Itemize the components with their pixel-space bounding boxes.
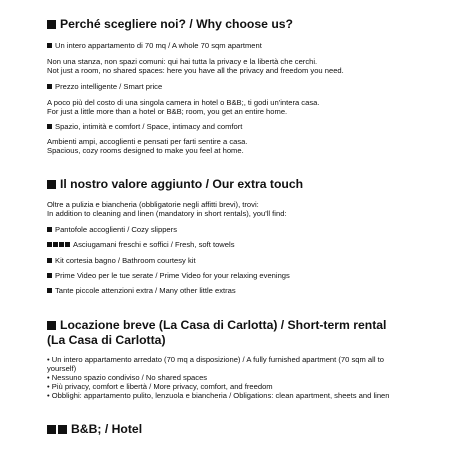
square-bullet-icon [47, 124, 52, 129]
section-heading-why-choose-us: Perché scegliere noi? / Why choose us? [47, 17, 293, 32]
square-bullet-icon [59, 242, 64, 247]
list-item: Prime Video per le tue serate / Prime Video for your relaxing evenings [47, 271, 290, 281]
paragraph-line: For just a little more than a hotel or B&B; room, you get an entire home. [47, 107, 288, 116]
section-heading-bnb-hotel: B&B; / Hotel [47, 422, 142, 437]
square-bullet-icon [65, 242, 70, 247]
list-item-continuation: yourself) [47, 364, 77, 373]
list-item: • Obblighi: appartamento pulito, lenzuola e biancheria / Obligations: clean apartment, sheets and linen [47, 391, 390, 400]
list-item: Asciugamani freschi e soffici / Fresh, soft towels [47, 240, 235, 250]
section-heading-extra-touch: Il nostro valore aggiunto / Our extra touch [47, 177, 303, 192]
list-item: Pantofole accoglienti / Cozy slippers [47, 225, 177, 235]
paragraph-line: Spacious, cozy rooms designed to make you feel at home. [47, 146, 244, 155]
feature-whole-apartment: Un intero appartamento di 70 mq / A whole 70 sqm apartment [47, 41, 262, 51]
feature-space-comfort: Spazio, intimità e comfort / Space, intimacy and comfort [47, 122, 242, 132]
list-item: • Un intero appartamento arredato (70 mq a disposizione) / A fully furnished apartment (70 sqm all to [47, 355, 384, 364]
paragraph-line: A poco più del costo di una singola camera in hotel o B&B;, ti godi un'intera casa. [47, 98, 320, 107]
paragraph-line: Ambienti ampi, accoglienti e pensati per farti sentire a casa. [47, 137, 248, 146]
list-item: • Nessuno spazio condiviso / No shared spaces [47, 373, 208, 382]
square-bullet-icon [47, 84, 52, 89]
list-item: • Più privacy, comfort e libertà / More privacy, comfort, and freedom [47, 382, 273, 391]
square-bullet-icon [47, 227, 52, 232]
square-bullet-icon [47, 180, 56, 189]
square-bullet-icon [53, 242, 58, 247]
paragraph-line: In addition to cleaning and linen (mandatory in short rentals), you'll find: [47, 209, 287, 218]
square-bullet-icon [47, 288, 52, 293]
square-bullet-icon [47, 43, 52, 48]
square-bullet-icon [58, 425, 67, 434]
list-item: Tante piccole attenzioni extra / Many other little extras [47, 286, 236, 296]
paragraph-line: Non una stanza, non spazi comuni: qui hai tutta la privacy e la libertà che cerchi. [47, 57, 318, 66]
paragraph-line: Oltre a pulizia e biancheria (obbligatorie negli affitti brevi), trovi: [47, 200, 259, 209]
square-bullet-icon [47, 242, 52, 247]
section-heading-short-term-rental: Locazione breve (La Casa di Carlotta) / Short-term rental (La Casa di Carlotta) [47, 318, 387, 347]
square-bullet-icon [47, 258, 52, 263]
feature-smart-price: Prezzo intelligente / Smart price [47, 82, 162, 92]
square-bullet-icon [47, 20, 56, 29]
list-item: Kit cortesia bagno / Bathroom courtesy kit [47, 256, 196, 266]
paragraph-line: Not just a room, no shared spaces: here you have all the privacy and freedom you need. [47, 66, 344, 75]
square-bullet-icon [47, 425, 56, 434]
square-bullet-icon [47, 273, 52, 278]
square-bullet-icon [47, 321, 56, 330]
